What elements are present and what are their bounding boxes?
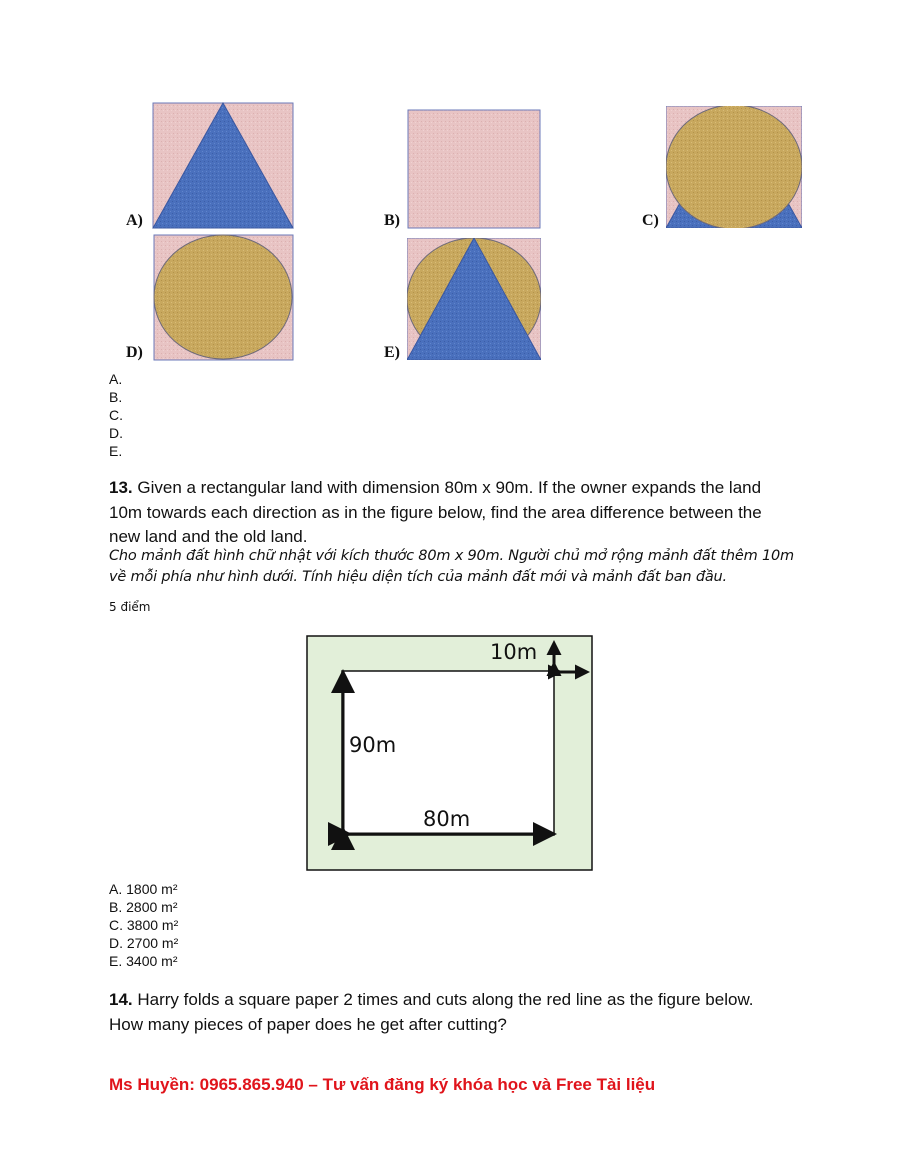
q13-points: 5 điểm [109,600,151,614]
label-10m: 10m [490,640,538,664]
q13-option-e[interactable]: E. 3400 m² [109,953,178,969]
q12-option-d[interactable]: D. [109,425,123,441]
q12-option-e[interactable]: E. [109,443,123,459]
q13-option-a[interactable]: A. 1800 m² [109,881,178,897]
figure-c [666,105,802,229]
q13-number: 13. [109,478,133,497]
q13-option-c[interactable]: C. 3800 m² [109,917,179,933]
q13-text-en: Given a rectangular land with dimension 80m x 90m. If the owner expands the land 10m towards each direction as in the figure below, find the area difference between the new land and the old land. [109,478,762,546]
q12-option-c[interactable]: C. [109,407,123,423]
q13-question [109,476,789,550]
q12-option-a[interactable]: A. [109,371,123,387]
figure-label-b: B) [384,212,400,229]
q13-option-b[interactable]: B. 2800 m² [109,899,178,915]
figure-d [154,235,293,360]
shapes-figure [0,0,900,370]
figure-b [408,110,540,228]
q12-option-b[interactable]: B. [109,389,123,405]
label-90m: 90m [349,733,397,757]
figure-label-e: E) [384,344,400,361]
q14-question [109,988,789,1037]
label-80m: 80m [423,807,471,831]
q13-option-d[interactable]: D. 2700 m² [109,935,179,951]
q13-text-vi: Cho mảnh đất hình chữ nhật với kích thước 80m x 90m. Người chủ mở rộng mảnh đất thêm 10m về mỗi phía như hình dưới. Tính hiệu diện tích của mảnh đất mới và mảnh đất ban đầu. [109,548,794,585]
figure-label-c: C) [642,212,659,229]
q14-text-en: Harry folds a square paper 2 times and cuts along the red line as the figure below. How many pieces of paper does he get after cutting? [109,990,754,1034]
figure-a [153,103,293,228]
footer-contact: Ms Huyền: 0965.865.940 – Tư vấn đăng ký khóa học và Free Tài liệu [109,1075,656,1094]
figure-e [407,238,541,360]
land-diagram [306,635,593,871]
figure-label-a: A) [126,212,143,229]
q14-number: 14. [109,990,133,1009]
figure-label-d: D) [126,344,143,361]
